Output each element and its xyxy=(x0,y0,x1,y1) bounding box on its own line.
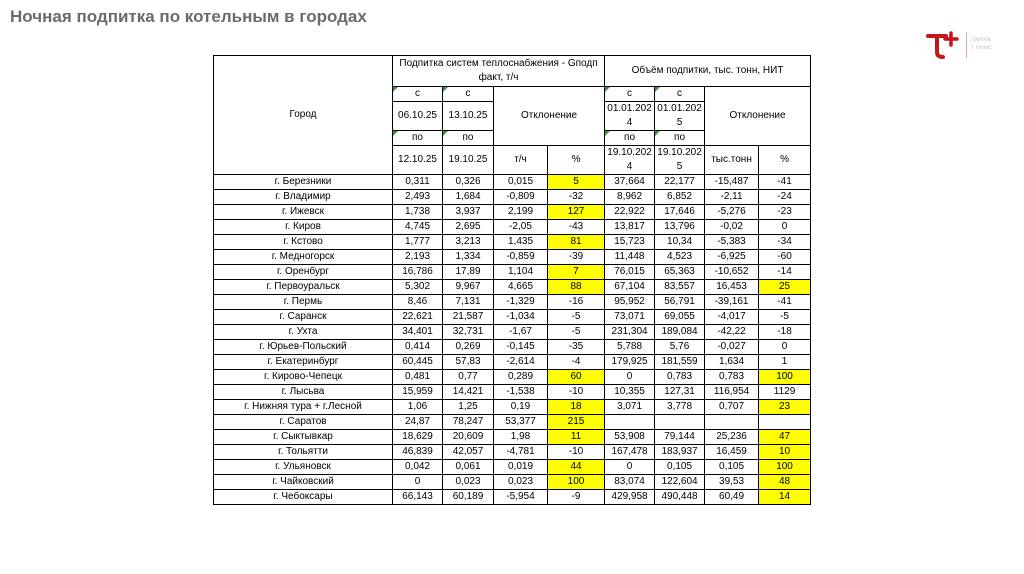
cell-flow-p2: 0,061 xyxy=(443,460,494,475)
cell-vol-dev: -4,017 xyxy=(705,310,759,325)
cell-vol-p1: 53,908 xyxy=(605,430,655,445)
deviation-volume-header: Отклонение xyxy=(705,87,811,146)
cell-flow-p1: 66,143 xyxy=(393,490,443,505)
vol1-to-label: по xyxy=(605,131,655,146)
cell-flow-p2: 0,326 xyxy=(443,175,494,190)
cell-city: г. Кирово-Чепецк xyxy=(214,370,393,385)
cell-flow-p1: 24,87 xyxy=(393,415,443,430)
cell-flow-dev: 0,289 xyxy=(494,370,548,385)
cell-flow-pct: 44 xyxy=(548,460,605,475)
cell-city: г. Тольятти xyxy=(214,445,393,460)
cell-flow-dev: 0,023 xyxy=(494,475,548,490)
cell-flow-p1: 1,738 xyxy=(393,205,443,220)
cell-vol-dev: -5,276 xyxy=(705,205,759,220)
cell-flow-dev: 1,104 xyxy=(494,265,548,280)
cell-city: г. Киров xyxy=(214,220,393,235)
cell-vol-p2: 490,448 xyxy=(655,490,705,505)
cell-vol-pct: -60 xyxy=(759,250,811,265)
cell-vol-p1: 5,788 xyxy=(605,340,655,355)
cell-city: г. Саратов xyxy=(214,415,393,430)
cell-flow-pct: 5 xyxy=(548,175,605,190)
table-row xyxy=(214,250,811,265)
cell-vol-pct: 14 xyxy=(759,490,811,505)
cell-vol-p1: 429,958 xyxy=(605,490,655,505)
cell-vol-p2: 181,559 xyxy=(655,355,705,370)
table-row xyxy=(214,415,811,430)
cell-flow-dev: 53,377 xyxy=(494,415,548,430)
cell-flow-p1: 1,06 xyxy=(393,400,443,415)
cell-flow-pct: 11 xyxy=(548,430,605,445)
cell-flow-pct: -5 xyxy=(548,325,605,340)
cell-vol-dev: -0,02 xyxy=(705,220,759,235)
cell-vol-dev: 60,49 xyxy=(705,490,759,505)
unit-pct-header: % xyxy=(548,146,605,175)
table-row xyxy=(214,295,811,310)
cell-vol-pct: 0 xyxy=(759,220,811,235)
cell-vol-p2: 13,796 xyxy=(655,220,705,235)
cell-vol-pct: 48 xyxy=(759,475,811,490)
cell-vol-p1 xyxy=(605,415,655,430)
col-header-makeup-flow: Подпитка систем теплоснабжения - Gподп факт, т/ч xyxy=(393,56,605,87)
cell-flow-p2: 0,77 xyxy=(443,370,494,385)
cell-vol-p2 xyxy=(655,415,705,430)
cell-flow-p2: 0,023 xyxy=(443,475,494,490)
cell-city: г. Юрьев-Польский xyxy=(214,340,393,355)
cell-flow-p2: 9,967 xyxy=(443,280,494,295)
cell-flow-pct: -10 xyxy=(548,385,605,400)
cell-vol-p1: 13,817 xyxy=(605,220,655,235)
cell-vol-p1: 15,723 xyxy=(605,235,655,250)
cell-flow-p2: 3,937 xyxy=(443,205,494,220)
cell-vol-p2: 65,363 xyxy=(655,265,705,280)
cell-vol-p1: 95,952 xyxy=(605,295,655,310)
cell-vol-pct: 1 xyxy=(759,355,811,370)
period1-to-date: 12.10.25 xyxy=(393,146,443,175)
cell-flow-p2: 1,684 xyxy=(443,190,494,205)
heating-makeup-table xyxy=(213,55,811,505)
cell-vol-dev: -5,383 xyxy=(705,235,759,250)
cell-vol-pct: 10 xyxy=(759,445,811,460)
cell-flow-p2: 1,25 xyxy=(443,400,494,415)
period2-to-label: по xyxy=(443,131,494,146)
cell-flow-p1: 5,302 xyxy=(393,280,443,295)
table-row xyxy=(214,265,811,280)
deviation-flow-header: Отклонение xyxy=(494,87,605,146)
cell-vol-dev: 116,954 xyxy=(705,385,759,400)
cell-city: г. Саранск xyxy=(214,310,393,325)
cell-vol-pct: -23 xyxy=(759,205,811,220)
cell-flow-pct: 88 xyxy=(548,280,605,295)
cell-vol-p1: 83,074 xyxy=(605,475,655,490)
cell-flow-p2: 2,695 xyxy=(443,220,494,235)
cell-city: г. Екатеринбург xyxy=(214,355,393,370)
cell-vol-p1: 11,448 xyxy=(605,250,655,265)
cell-vol-p2: 127,31 xyxy=(655,385,705,400)
cell-vol-pct: 25 xyxy=(759,280,811,295)
cell-flow-p2: 3,213 xyxy=(443,235,494,250)
table-row xyxy=(214,235,811,250)
cell-vol-dev: 16,453 xyxy=(705,280,759,295)
table-row xyxy=(214,340,811,355)
vol2-to-label: по xyxy=(655,131,705,146)
cell-vol-pct: 23 xyxy=(759,400,811,415)
cell-vol-dev: 16,459 xyxy=(705,445,759,460)
cell-vol-p2: 5,76 xyxy=(655,340,705,355)
period2-from-date: 13.10.25 xyxy=(443,102,494,131)
cell-flow-pct: 60 xyxy=(548,370,605,385)
page-title: Ночная подпитка по котельным в городах xyxy=(10,7,367,26)
table-row xyxy=(214,400,811,415)
cell-vol-p2: 69,055 xyxy=(655,310,705,325)
cell-flow-dev: -0,859 xyxy=(494,250,548,265)
cell-flow-p2: 42,057 xyxy=(443,445,494,460)
cell-flow-p1: 22,621 xyxy=(393,310,443,325)
cell-vol-p2: 6,852 xyxy=(655,190,705,205)
cell-flow-p2: 32,731 xyxy=(443,325,494,340)
cell-city: г. Сыктывкар xyxy=(214,430,393,445)
cell-flow-dev: -1,67 xyxy=(494,325,548,340)
cell-vol-dev: -10,652 xyxy=(705,265,759,280)
cell-vol-pct: 100 xyxy=(759,370,811,385)
unit-th-header: т/ч xyxy=(494,146,548,175)
cell-flow-p1: 46,839 xyxy=(393,445,443,460)
vol1-from-date: 01.01.2024 xyxy=(605,102,655,131)
cell-flow-p1: 34,401 xyxy=(393,325,443,340)
cell-vol-pct: -24 xyxy=(759,190,811,205)
vol1-from-label: с xyxy=(605,87,655,102)
cell-flow-p1: 2,193 xyxy=(393,250,443,265)
cell-flow-dev: -5,954 xyxy=(494,490,548,505)
cell-flow-pct: -4 xyxy=(548,355,605,370)
cell-vol-p1: 0 xyxy=(605,370,655,385)
unit-kt-header: тыс.тонн xyxy=(705,146,759,175)
cell-flow-pct: -9 xyxy=(548,490,605,505)
cell-vol-pct: -41 xyxy=(759,175,811,190)
period1-from-label: с xyxy=(393,87,443,102)
cell-flow-pct: -32 xyxy=(548,190,605,205)
cell-flow-p2: 7,131 xyxy=(443,295,494,310)
cell-vol-dev: 0,707 xyxy=(705,400,759,415)
cell-flow-p1: 0,042 xyxy=(393,460,443,475)
vol2-from-date: 01.01.2025 xyxy=(655,102,705,131)
cell-vol-dev: 0,783 xyxy=(705,370,759,385)
cell-vol-pct: -34 xyxy=(759,235,811,250)
cell-flow-p1: 0,311 xyxy=(393,175,443,190)
cell-city: г. Ульяновск xyxy=(214,460,393,475)
cell-city: г. Чебоксары xyxy=(214,490,393,505)
cell-vol-pct: 1129 xyxy=(759,385,811,400)
table-body xyxy=(214,175,811,505)
cell-vol-p2: 0,783 xyxy=(655,370,705,385)
cell-flow-dev: 1,435 xyxy=(494,235,548,250)
cell-city: г. Ухта xyxy=(214,325,393,340)
cell-flow-dev: 4,665 xyxy=(494,280,548,295)
cell-flow-dev: 2,199 xyxy=(494,205,548,220)
cell-flow-pct: -10 xyxy=(548,445,605,460)
cell-city: г. Первоуральск xyxy=(214,280,393,295)
cell-flow-pct: 7 xyxy=(548,265,605,280)
cell-vol-dev: -42,22 xyxy=(705,325,759,340)
cell-vol-pct: -18 xyxy=(759,325,811,340)
cell-city: г. Ижевск xyxy=(214,205,393,220)
cell-vol-p2: 189,084 xyxy=(655,325,705,340)
cell-flow-p2: 60,189 xyxy=(443,490,494,505)
unit-pct-volume-header: % xyxy=(759,146,811,175)
cell-vol-p1: 179,925 xyxy=(605,355,655,370)
cell-flow-p1: 2,493 xyxy=(393,190,443,205)
cell-flow-pct: 18 xyxy=(548,400,605,415)
cell-vol-dev: -0,027 xyxy=(705,340,759,355)
cell-flow-dev: -2,614 xyxy=(494,355,548,370)
cell-flow-dev: 0,19 xyxy=(494,400,548,415)
col-header-makeup-volume: Объём подпитки, тыс. тонн, НИТ xyxy=(605,56,811,87)
cell-vol-p1: 73,071 xyxy=(605,310,655,325)
logo-text: группа т плюс xyxy=(971,37,992,51)
cell-city: г. Кстово xyxy=(214,235,393,250)
cell-vol-dev: 0,105 xyxy=(705,460,759,475)
cell-vol-pct: -41 xyxy=(759,295,811,310)
cell-vol-dev: -15,487 xyxy=(705,175,759,190)
cell-vol-pct: -5 xyxy=(759,310,811,325)
cell-vol-dev: 39,53 xyxy=(705,475,759,490)
cell-flow-p1: 1,777 xyxy=(393,235,443,250)
cell-vol-p1: 22,922 xyxy=(605,205,655,220)
cell-vol-p2: 79,144 xyxy=(655,430,705,445)
cell-flow-dev: -0,145 xyxy=(494,340,548,355)
period1-to-label: по xyxy=(393,131,443,146)
cell-flow-dev: -1,034 xyxy=(494,310,548,325)
cell-vol-pct: -14 xyxy=(759,265,811,280)
cell-vol-p2: 3,778 xyxy=(655,400,705,415)
cell-vol-pct: 47 xyxy=(759,430,811,445)
cell-flow-dev: -1,329 xyxy=(494,295,548,310)
table-row xyxy=(214,355,811,370)
cell-flow-p2: 1,334 xyxy=(443,250,494,265)
table-row xyxy=(214,325,811,340)
t2-plus-logo-icon xyxy=(924,30,964,60)
cell-vol-dev: -39,161 xyxy=(705,295,759,310)
cell-flow-p1: 4,745 xyxy=(393,220,443,235)
table-row xyxy=(214,220,811,235)
cell-vol-p1: 0 xyxy=(605,460,655,475)
period1-from-date: 06.10.25 xyxy=(393,102,443,131)
table-row xyxy=(214,190,811,205)
cell-flow-pct: 127 xyxy=(548,205,605,220)
cell-vol-pct xyxy=(759,415,811,430)
table-row xyxy=(214,205,811,220)
cell-flow-p2: 21,587 xyxy=(443,310,494,325)
table-row xyxy=(214,385,811,400)
period2-from-label: с xyxy=(443,87,494,102)
table-row xyxy=(214,445,811,460)
cell-flow-p1: 0,481 xyxy=(393,370,443,385)
table-row xyxy=(214,460,811,475)
cell-flow-p2: 14,421 xyxy=(443,385,494,400)
cell-city: г. Березники xyxy=(214,175,393,190)
table-row xyxy=(214,280,811,295)
cell-vol-p1: 76,015 xyxy=(605,265,655,280)
cell-city: г. Владимир xyxy=(214,190,393,205)
cell-vol-p2: 183,937 xyxy=(655,445,705,460)
cell-flow-p2: 0,269 xyxy=(443,340,494,355)
cell-flow-dev: -2,05 xyxy=(494,220,548,235)
vol2-to-date: 19.10.2025 xyxy=(655,146,705,175)
cell-vol-p1: 67,104 xyxy=(605,280,655,295)
table-row xyxy=(214,475,811,490)
col-header-city: Город xyxy=(214,56,393,175)
cell-city: г. Медногорск xyxy=(214,250,393,265)
cell-flow-dev: -1,538 xyxy=(494,385,548,400)
cell-flow-dev: -4,781 xyxy=(494,445,548,460)
table-row xyxy=(214,175,811,190)
cell-flow-p2: 57,83 xyxy=(443,355,494,370)
cell-flow-p1: 0,414 xyxy=(393,340,443,355)
cell-vol-pct: 100 xyxy=(759,460,811,475)
vol1-to-date: 19.10.2024 xyxy=(605,146,655,175)
period2-to-date: 19.10.25 xyxy=(443,146,494,175)
company-logo xyxy=(924,30,994,64)
cell-vol-dev: 1,634 xyxy=(705,355,759,370)
cell-flow-p2: 17,89 xyxy=(443,265,494,280)
cell-vol-p2: 10,34 xyxy=(655,235,705,250)
table-row xyxy=(214,310,811,325)
cell-flow-pct: -35 xyxy=(548,340,605,355)
cell-flow-pct: 81 xyxy=(548,235,605,250)
cell-flow-p1: 0 xyxy=(393,475,443,490)
cell-vol-dev xyxy=(705,415,759,430)
cell-flow-dev: -0,809 xyxy=(494,190,548,205)
cell-flow-pct: 215 xyxy=(548,415,605,430)
cell-city: г. Нижняя тура + г.Лесной xyxy=(214,400,393,415)
cell-flow-p2: 78,247 xyxy=(443,415,494,430)
cell-flow-pct: -39 xyxy=(548,250,605,265)
cell-city: г. Пермь xyxy=(214,295,393,310)
cell-flow-dev: 0,019 xyxy=(494,460,548,475)
cell-flow-dev: 1,98 xyxy=(494,430,548,445)
vol2-from-label: с xyxy=(655,87,705,102)
cell-vol-dev: -6,925 xyxy=(705,250,759,265)
table-row xyxy=(214,490,811,505)
cell-flow-p1: 16,786 xyxy=(393,265,443,280)
cell-vol-p2: 0,105 xyxy=(655,460,705,475)
cell-vol-p2: 22,177 xyxy=(655,175,705,190)
cell-flow-dev: 0,015 xyxy=(494,175,548,190)
cell-vol-p1: 231,304 xyxy=(605,325,655,340)
cell-vol-dev: -2,11 xyxy=(705,190,759,205)
cell-flow-pct: -16 xyxy=(548,295,605,310)
cell-city: г. Лысьва xyxy=(214,385,393,400)
cell-vol-pct: 0 xyxy=(759,340,811,355)
header-row-1 xyxy=(214,56,811,87)
cell-city: г. Оренбург xyxy=(214,265,393,280)
cell-vol-p2: 17,646 xyxy=(655,205,705,220)
cell-flow-p1: 8,46 xyxy=(393,295,443,310)
cell-flow-p1: 18,629 xyxy=(393,430,443,445)
cell-vol-p2: 83,557 xyxy=(655,280,705,295)
cell-flow-pct: -43 xyxy=(548,220,605,235)
cell-flow-p1: 60,445 xyxy=(393,355,443,370)
table-row xyxy=(214,430,811,445)
cell-vol-dev: 25,236 xyxy=(705,430,759,445)
cell-vol-p1: 10,355 xyxy=(605,385,655,400)
cell-vol-p2: 56,791 xyxy=(655,295,705,310)
cell-flow-pct: -5 xyxy=(548,310,605,325)
cell-vol-p1: 8,962 xyxy=(605,190,655,205)
cell-vol-p1: 3,071 xyxy=(605,400,655,415)
cell-vol-p1: 37,664 xyxy=(605,175,655,190)
cell-flow-pct: 100 xyxy=(548,475,605,490)
cell-flow-p2: 20,609 xyxy=(443,430,494,445)
cell-vol-p2: 122,604 xyxy=(655,475,705,490)
cell-city: г. Чайковский xyxy=(214,475,393,490)
table-row xyxy=(214,370,811,385)
logo-divider xyxy=(966,32,967,58)
cell-vol-p2: 4,523 xyxy=(655,250,705,265)
cell-flow-p1: 15,959 xyxy=(393,385,443,400)
cell-vol-p1: 167,478 xyxy=(605,445,655,460)
